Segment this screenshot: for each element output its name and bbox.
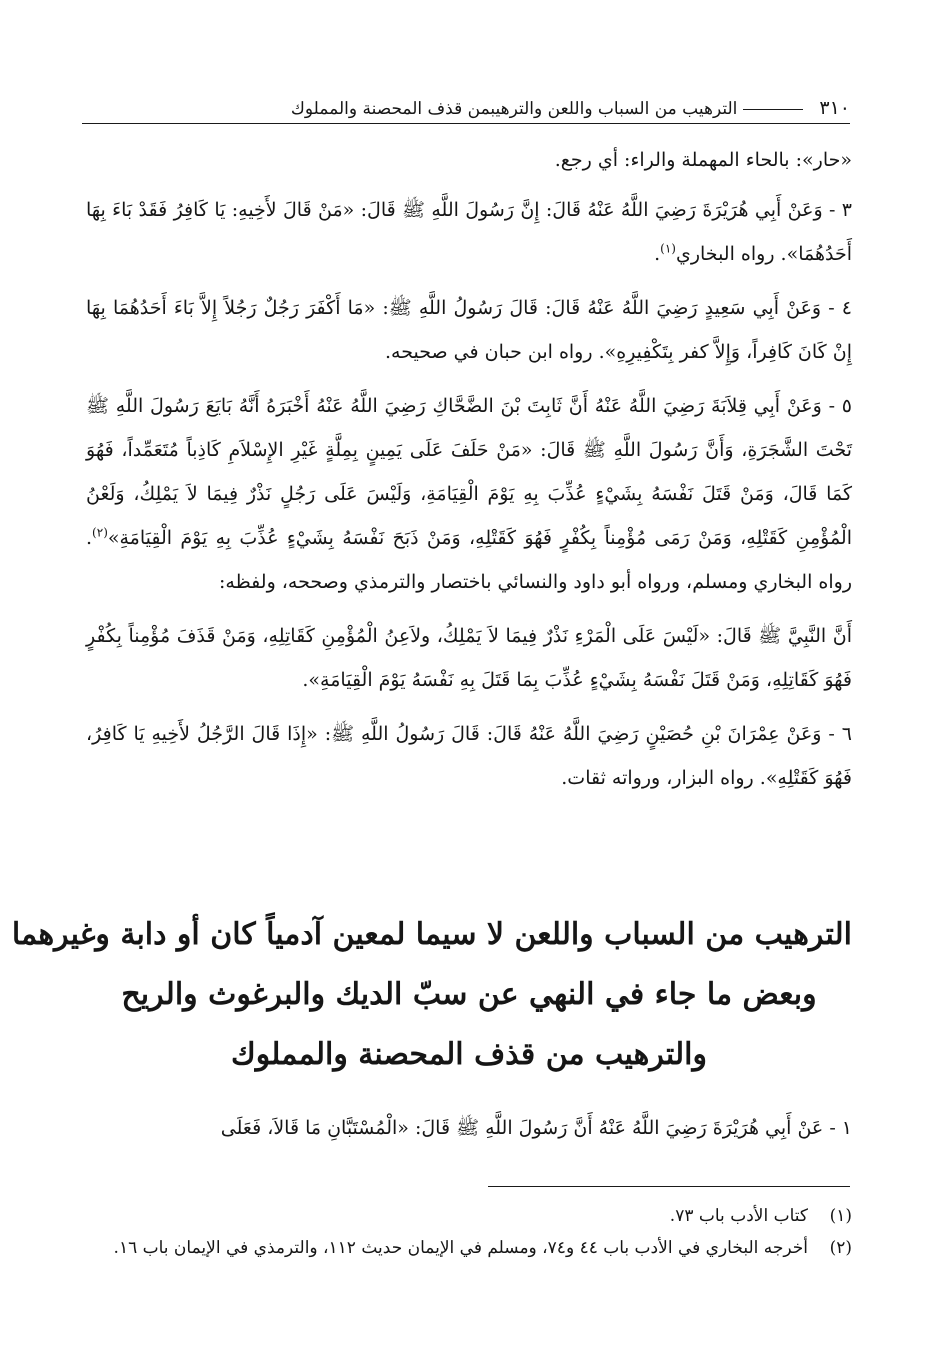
footnote-item: [86, 1232, 852, 1264]
hadith-number: ١ -: [829, 1117, 852, 1139]
hadith-text: وَعَنْ أَبِي سَعِيدٍ رَضِيَ اللَّهُ عَنْهُ قَالَ: قَالَ رَسُولُ اللَّهِ ﷺ: «مَا أَكْفَرَ رَجُلٌ رَجُلاً إِلاَّ بَاءَ أَحَدُهُمَا بِهَا إِنْ كَانَ كَافِراً، وَإِلاَّ كفر بِتَكْفِيرِهِ». رواه ابن حبان في صحيحه.: [86, 297, 852, 363]
hadith-number: ٦ -: [828, 723, 852, 745]
chapter-first-hadith: [86, 1106, 852, 1150]
hadith-text: وَعَنْ أَبِي قِلاَبَةَ رَضِيَ اللَّهُ عَنْهُ أَنَّ ثَابِتَ بْنَ الضَّحَّاكِ رَضِيَ اللَّهُ عَنْهُ أَخْبَرَهُ أَنَّهُ بَايَعَ رَسُولَ اللَّهِ ﷺ تَحْتَ الشَّجَرَةِ، وَأَنَّ رَسُولَ اللَّهِ ﷺ قَالَ: «مَنْ حَلَفَ عَلَى يَمِينٍ بِمِلَّةٍ غَيْرِ الإِسْلاَمِ كَاذِباً مُتَعَمِّداً، فَهُوَ كَمَا قَالَ، وَمَنْ قَتَلَ نَفْسَهُ بِشَيْءٍ عُذِّبَ بِهِ يَوْمَ الْقِيَامَةِ، وَلَيْسَ عَلَى رَجُلٍ نَذْرٌ فِيمَا لاَ يَمْلِكُ، وَلَعْنُ الْمُؤْمِنِ كَقَتْلِهِ، وَمَنْ رَمَى مُؤْمِناً بِكُفْرٍ فَهُوَ كَقَتْلِهِ، وَمَنْ ذَبَحَ نَفْسَهُ بِشَيْءٍ عُذِّبَ بِهِ يَوْمَ الْقِيَامَةِ»: [86, 395, 852, 549]
footnote-number: (١): [829, 1206, 852, 1226]
hadith-5: [86, 384, 852, 604]
running-title: الترهيب من السباب واللعن والترهيبمن قذف المحصنة والمملوك: [290, 99, 738, 119]
hadith-text: وَعَنْ أَبِي هُرَيْرَةَ رَضِيَ اللَّهُ عَنْهُ قَالَ: إِنَّ رَسُولَ اللَّهِ ﷺ قَالَ: «مَنْ قَالَ لأَخِيهِ: يَا كَافِرُ فَقَدْ بَاءَ بِهَا أَحَدُهُمَا». رواه البخاري: [86, 199, 852, 265]
hadith-tail: .: [654, 243, 661, 265]
running-header: [82, 88, 850, 124]
hadith-3: [86, 188, 852, 276]
footnote-separator: [488, 1186, 850, 1187]
hadith-5-variant: أَنَّ النَّبِيَّ ﷺ قَالَ: «لَيْسَ عَلَى الْمَرْءِ نَذْرٌ فِيمَا لاَ يَمْلِكُ، ولاَعِنُ الْمُؤْمِنِ كَقَاتِلِهِ، وَمَنْ قَذَفَ مُؤْمِناً بِكُفْرٍ فَهُوَ كَقَاتِلِهِ، وَمَنْ قَتَلَ نَفْسَهُ بِشَيْءٍ عُذِّبَ بِمَا قَتَلَ بِهِ نَفْسَهُ يَوْمَ الْقِيَامَةِ».: [86, 625, 852, 691]
footnote-text: أخرجه البخاري في الأدب باب ٤٤ و٧٤، ومسلم في الإيمان حديث ١١٢، والترمذي في الإيمان باب ١٦.: [113, 1238, 808, 1258]
hadith-text: عَنْ أَبِي هُرَيْرَةَ رَضِيَ اللَّهُ عَنْهُ أَنَّ رَسُولَ اللَّهِ ﷺ قَالَ: «الْمُسْتَبَّانِ مَا قَالاَ، فَعَلَى: [220, 1117, 824, 1139]
chapter-heading-line-3: والترهيب من قذف المحصنة والمملوك: [231, 1037, 707, 1072]
page-number: ٣١٠: [819, 97, 850, 119]
hadith-text: وَعَنْ عِمْرَانَ بْنِ حُصَيْنٍ رَضِيَ اللَّهُ عَنْهُ قَالَ: قَالَ رَسُولُ اللَّهِ ﷺ: «إِذَا قَالَ الرَّجُلُ لأَخِيهِ يَا كَافِرُ، فَهُوَ كَقَتْلِهِ». رواه البزار، ورواته ثقات.: [86, 723, 852, 789]
footnote-number: (٢): [829, 1238, 852, 1258]
footnote-ref[interactable]: (٢): [92, 525, 108, 540]
hadith-4: [86, 286, 852, 374]
header-dash: [743, 109, 803, 110]
footnotes: [86, 1200, 852, 1264]
hadith-number: ٥ -: [828, 395, 852, 417]
footnote-ref[interactable]: (١): [660, 241, 676, 256]
footnote-item: [86, 1200, 852, 1232]
hadith-number: ٤ -: [828, 297, 852, 319]
hadith-6: [86, 712, 852, 800]
gloss-note: «حار»: بالحاء المهملة والراء: أي رجع.: [554, 149, 852, 171]
main-text: [86, 138, 852, 810]
hadith-number: ٣ -: [829, 199, 852, 221]
chapter-heading-line-2: وبعض ما جاء في النهي عن سبّ الديك والبرغوث والريح: [121, 977, 817, 1012]
footnote-text: كتاب الأدب باب ٧٣.: [669, 1206, 808, 1226]
hadith-tail: . رواه البخاري ومسلم، ورواه أبو داود والنسائي باختصار والترمذي وصححه، ولفظه:: [86, 527, 852, 593]
chapter-heading: [11, 905, 852, 1085]
chapter-heading-line-1: الترهيب من السباب واللعن لا سيما لمعين آدمياً كان أو دابة وغيرهما: [11, 917, 852, 952]
